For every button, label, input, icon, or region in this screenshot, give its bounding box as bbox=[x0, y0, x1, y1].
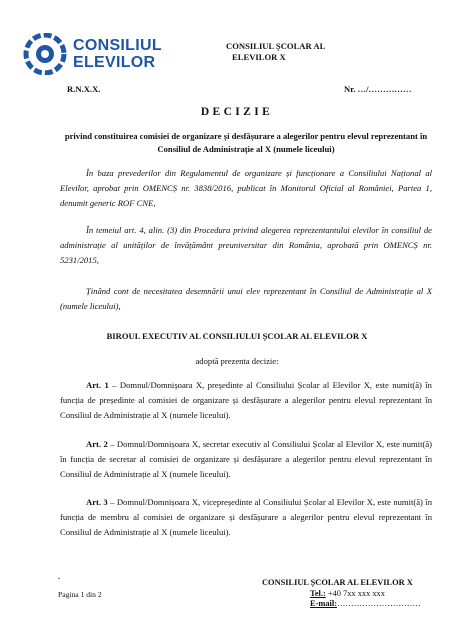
footer-email bbox=[262, 599, 421, 610]
paragraph-necessity: Ținând cont de necesitatea desemnării unui elev reprezentant în Consiliul de Administrație al X (numele liceului), bbox=[60, 286, 432, 311]
header-org-line1: CONSILIUL ȘCOLAR AL bbox=[226, 41, 326, 51]
document-title: DECIZIE bbox=[200, 106, 274, 118]
footer-phone bbox=[262, 589, 421, 600]
paragraph-procedure: În temeiul art. 4, alin. (3) din Procedura privind alegerea reprezentantului elevilor în consiliul de administrație al unităților de învățământ preuniversitar din România, aprobată prin OMENCȘ nr. 5231/2015, bbox=[60, 225, 432, 265]
article-3 bbox=[60, 495, 432, 540]
registry-code: R.N.X.X. bbox=[67, 84, 101, 94]
article-3-label: Art. 3 bbox=[86, 497, 108, 507]
article-1-label: Art. 1 bbox=[86, 380, 109, 390]
header-org-line2: ELEVILOR X bbox=[232, 52, 286, 62]
phone-label: Tel.: bbox=[310, 588, 326, 598]
article-1 bbox=[60, 378, 432, 423]
page-number: Pagina 1 din 2 bbox=[58, 590, 102, 599]
document-subtitle: privind constituirea comisiei de organizare și desfășurare a alegerilor pentru elevul reprezentant în Consiliul de Administrație al X (numele liceului) bbox=[64, 131, 428, 154]
logo-emblem-icon bbox=[26, 35, 64, 73]
paragraph-legal-basis: În baza prevederilor din Regulamentul de organizare și funcționare a Consiliului Național al Elevilor, aprobat prin OMENCȘ nr. 3838/2016, publicat în Monitorul Oficial al României, Partea 1, denumit generic ROF CNE, bbox=[60, 168, 432, 208]
email-label: E-mail: bbox=[310, 599, 337, 608]
logo-line2: ELEVILOR bbox=[73, 54, 156, 71]
executive-board-heading: BIROUL EXECUTIV AL CONSILIULUI ȘCOLAR AL ELEVILOR X bbox=[106, 331, 368, 341]
adopts-decision: adoptă prezenta decizie: bbox=[195, 356, 279, 366]
phone-value: +40 7xx xxx xxx bbox=[325, 588, 385, 598]
document-number: Nr. …/…………… bbox=[344, 84, 412, 94]
footer-dot: . bbox=[58, 572, 60, 581]
footer-contact bbox=[262, 578, 421, 610]
article-2-text: – Domnul/Domnișoara X, secretar executiv al Consiliului Școlar al Elevilor X, este numit(ă) în funcția de secretar al comisiei de organizare și desfășurare a alegerilor pentru elevul reprezentant în Consiliul de Administrație al X (numele liceului). bbox=[60, 439, 432, 479]
footer-organization: CONSILIUL ȘCOLAR AL ELEVILOR X bbox=[262, 578, 413, 587]
logo-line1: CONSILIUL bbox=[73, 37, 162, 54]
email-value: ………………………… bbox=[336, 599, 421, 608]
logo-wordmark bbox=[73, 37, 162, 71]
article-3-text: – Domnul/Domnișoara X, vicepreședinte al Consiliului Școlar al Elevilor X, este numit(ă) în funcția de membru al comisiei de organizare și desfășurare a alegerilor pentru elevul reprezentant în Consiliul de Administrație al X (numele liceului). bbox=[60, 497, 432, 537]
header-organization bbox=[226, 41, 325, 63]
article-1-text: – Domnul/Domnișoara X, președinte al Consiliului Școlar al Elevilor X, este numit(ă) în funcția de președinte al comisiei de organizare și desfășurare a alegerilor pentru elevul reprezentant în Consiliul de Administrație al X (numele liceului). bbox=[60, 380, 432, 420]
article-2-label: Art. 2 bbox=[86, 439, 108, 449]
article-2 bbox=[60, 437, 432, 482]
